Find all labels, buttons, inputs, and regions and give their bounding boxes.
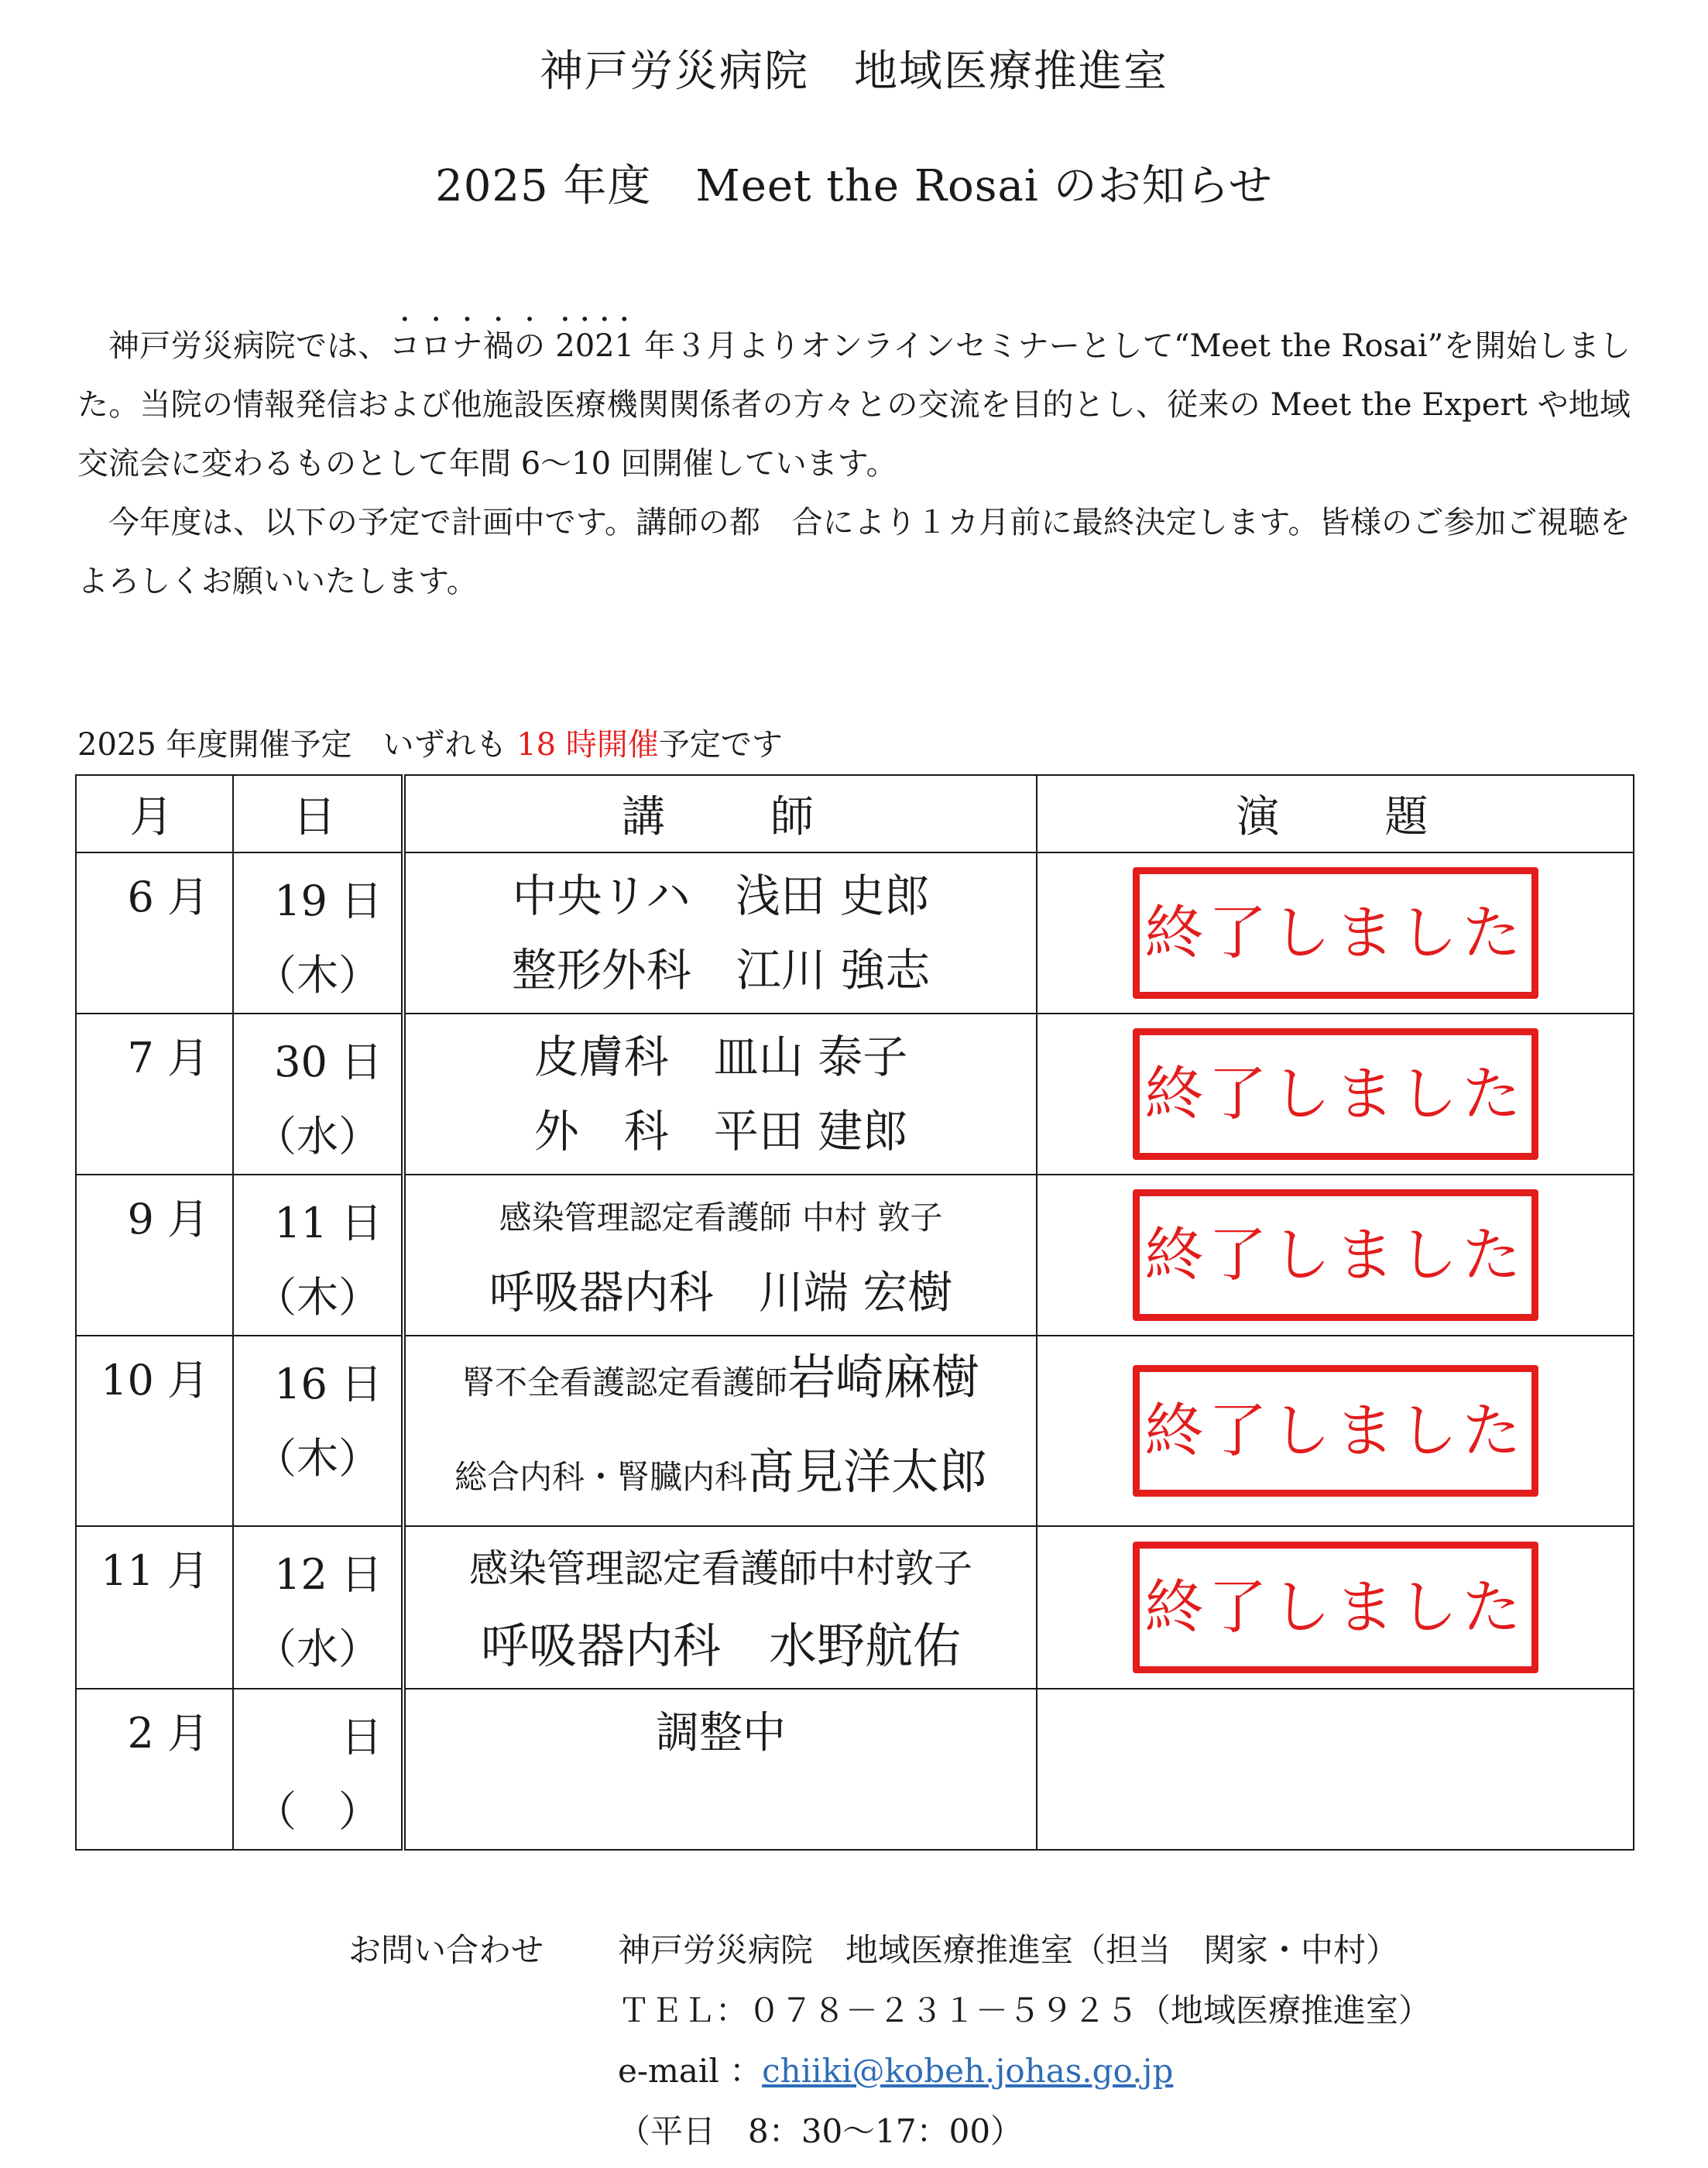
row-topic	[1037, 1014, 1634, 1175]
row-topic	[1037, 852, 1634, 1014]
row-day	[233, 1689, 403, 1850]
page-title: 神戸労災病院 地域医療推進室	[540, 46, 1168, 97]
caption-suffix: 予定です	[658, 727, 783, 763]
row-topic	[1037, 1336, 1634, 1526]
weekday: （木）	[255, 1434, 380, 1483]
row-day	[233, 1526, 403, 1689]
intro-p1-emphasis: コロナ禍の 2021	[389, 328, 635, 364]
row-lecturers: 調整中	[403, 1689, 1037, 1850]
page-subtitle: 2025 年度 Meet the Rosai のお知らせ	[435, 161, 1273, 211]
email-link[interactable]: chiiki@kobeh.johas.go.jp	[762, 2052, 1174, 2090]
header-day: 日	[233, 775, 403, 852]
weekday: （水）	[255, 1624, 380, 1673]
row-day	[233, 1336, 403, 1526]
contact-row	[348, 1920, 1431, 1981]
contact-email-row	[348, 2041, 1431, 2101]
lecturer-role: 総合内科・腎臓内科	[454, 1458, 747, 1496]
row-lecturers	[403, 1175, 1037, 1336]
table-row	[76, 1014, 1634, 1175]
day-number: 11 日	[274, 1199, 382, 1247]
row-day	[233, 852, 403, 1014]
finished-stamp: 終了しました	[1133, 1189, 1538, 1321]
lecturer-line	[406, 1431, 1036, 1525]
lecturer-line: 中央リハ 浅田 史郎	[512, 870, 930, 922]
lecturer-line	[406, 1336, 1036, 1431]
row-lecturers	[403, 1336, 1037, 1526]
caption-prefix: 2025 年度開催予定 いずれも	[77, 727, 517, 763]
lecturer-name: 岩崎麻樹	[787, 1349, 980, 1405]
lecturer-line: 感染管理認定看護師 中村 敦子	[499, 1199, 943, 1237]
table-header-row	[76, 775, 1634, 852]
lecturer-line: 呼吸器内科 水野航佑	[480, 1617, 961, 1674]
table-row	[76, 1336, 1634, 1526]
caption-time-highlight: 18 時開催	[516, 727, 659, 763]
finished-stamp: 終了しました	[1133, 1365, 1538, 1497]
finished-stamp: 終了しました	[1133, 1028, 1538, 1160]
lecturer-name: 髙見洋太郎	[747, 1443, 988, 1500]
header-month: 月	[76, 775, 233, 852]
table-row	[76, 1175, 1634, 1336]
row-lecturers	[403, 1014, 1037, 1175]
contact-info	[348, 1920, 1431, 2162]
day-number: 日	[341, 1713, 382, 1762]
row-lecturers	[403, 852, 1037, 1014]
row-topic	[1037, 1175, 1634, 1336]
row-month: 11 月	[76, 1526, 233, 1689]
day-number: 12 日	[274, 1550, 382, 1599]
lecturer-line: 皮膚科 皿山 泰子	[533, 1031, 908, 1083]
contact-label: お問い合わせ	[348, 1931, 544, 1969]
day-number: 16 日	[274, 1360, 382, 1408]
weekday: （ ）	[255, 1787, 380, 1836]
row-day	[233, 1175, 403, 1336]
row-month: 9 月	[76, 1175, 233, 1336]
contact-hours: （平日 8：30～17：00）	[618, 2112, 1024, 2150]
row-month: 6 月	[76, 852, 233, 1014]
lecturer-role: 腎不全看護認定看護師	[461, 1364, 787, 1401]
intro-paragraph-2: 今年度は、以下の予定で計画中です。講師の都 合により１カ月前に最終決定します。皆様のご参加ご視聴をよろしくお願いいたします。	[77, 505, 1631, 599]
schedule-table	[75, 774, 1634, 1851]
row-lecturers	[403, 1526, 1037, 1689]
header-topic: 演 題	[1037, 775, 1634, 852]
row-topic	[1037, 1689, 1634, 1850]
header-lecturer: 講 師	[403, 775, 1037, 852]
finished-stamp: 終了しました	[1133, 1542, 1538, 1673]
table-row	[76, 852, 1634, 1014]
contact-org: 神戸労災病院 地域医療推進室（担当 関家・中村）	[618, 1931, 1399, 1969]
table-row	[76, 1526, 1634, 1689]
lecturer-line: 整形外科 江川 強志	[511, 944, 931, 997]
weekday: （木）	[255, 1273, 380, 1322]
lecturer-line: 呼吸器内科 川端 宏樹	[489, 1266, 953, 1319]
intro-p1-rest: 年３月よりオンラインセミナーとして“Meet the Rosai”を開始しました。当院の情報発信および他施設医療機関関係者の方々との交流を目的とし、従来の Meet the Expert や地域交流会に変わるものとして年間 6～10 回開催しています。	[77, 328, 1631, 482]
weekday: （水）	[255, 1112, 380, 1161]
lecturer-line: 外 科 平田 建郎	[533, 1105, 908, 1158]
contact-tel: ＴＥＬ：０７８－２３１－５９２５（地域医療推進室）	[618, 1991, 1432, 2029]
finished-stamp: 終了しました	[1133, 867, 1538, 999]
intro-p1-start: 神戸労災病院では、	[108, 328, 389, 364]
schedule-caption	[77, 720, 783, 764]
row-topic	[1037, 1526, 1634, 1689]
day-number: 19 日	[274, 876, 382, 925]
row-month: 2 月	[76, 1689, 233, 1850]
table-row	[76, 1689, 1634, 1850]
row-month: 7 月	[76, 1014, 233, 1175]
row-month: 10 月	[76, 1336, 233, 1526]
lecturer-line: 感染管理認定看護師中村敦子	[469, 1546, 972, 1591]
weekday: （木）	[255, 951, 380, 1000]
intro-paragraph-1	[77, 310, 1631, 493]
row-day	[233, 1014, 403, 1175]
intro-text	[77, 310, 1631, 611]
email-label: e-mail ：	[618, 2052, 763, 2090]
day-number: 30 日	[274, 1038, 382, 1086]
